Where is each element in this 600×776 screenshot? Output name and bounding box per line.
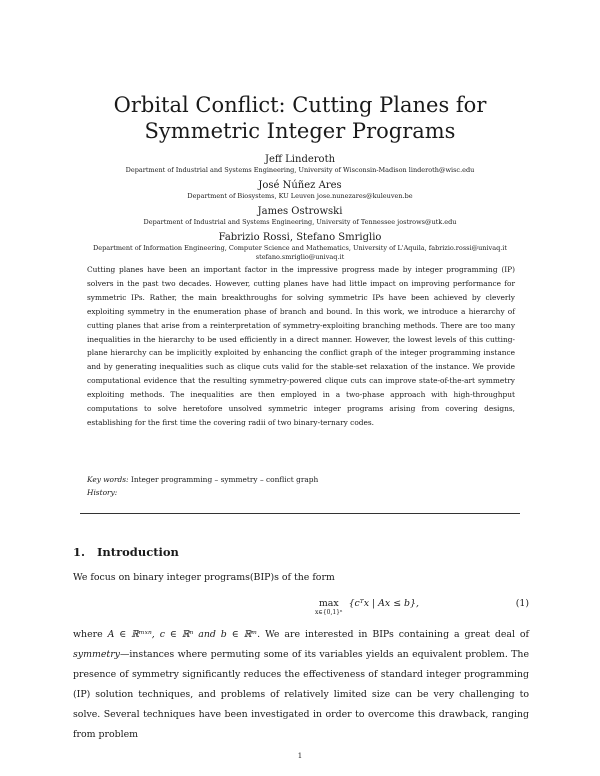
author-name: Fabrizio Rossi, Stefano Smriglio [218, 232, 382, 243]
keywords-label: Key words: [87, 475, 129, 484]
author-affiliation: Department of Industrial and Systems Engineering, University of Wisconsin-Madison linderoth@wisc.edu [125, 166, 475, 174]
para-rest: —instances where permuting some of its variables yields an equivalent problem. The presence of symmetry significantly reduces the effectiveness of standard integer programming (IP) solution techniques, and problems of relatively limited size can be very challenging to solve. Several techniques have been investigated in order to overcome this drawback, ranging from problem [73, 649, 529, 740]
history-label: History: [87, 488, 118, 497]
keywords [87, 474, 515, 486]
section-heading [73, 545, 179, 559]
keywords-value: Integer programming – symmetry – conflict graph [130, 475, 319, 484]
para-conditions: A ∈ ℝᵐˣⁿ, c ∈ ℝⁿ and b ∈ ℝᵐ. [107, 629, 261, 640]
intro-paragraph: We focus on binary integer programs(BIP)s of the form [73, 572, 335, 583]
section-number: 1. [73, 545, 86, 559]
abstract: Cutting planes have been an important factor in the impressive progress made by integer programming (IP) solvers in the past two decades. However, cutting planes have had little impact on improving performance for symmetric IPs. Rather, the main breakthroughs for solving symmetric IPs have been achieved by cleverly exploiting symmetry in the enumeration phase of branch and bound. In this work, we introduce a hierarchy of cutting planes that arise from a reinterpretation of symmetry-exploiting branching methods. There are too many inequalities in the hierarchy to be used efficiently in a direct manner. However, the lowest levels of this cutting-plane hierarchy can be implicitly exploited by enhancing the conflict graph of the integer programming instance and by generating inequalities such as clique cuts valid for the stable-set relaxation of the instance. We provide computational evidence that the resulting symmetry-powered clique cuts can improve state-of-the-art symmetry exploiting methods. The inequalities are then employed in a two-phase approach with high-throughput computations to solve heretofore unsolved symmetric integer programs arising from covering designs, establishing for the first time the covering radii of two binary-ternary codes. [87, 265, 515, 427]
author-name: James Ostrowski [257, 206, 343, 217]
equation-number: (1) [515, 598, 529, 609]
equation-expression: {cᵀx | Ax ≤ b}, [348, 598, 419, 609]
author-name: Jeff Linderoth [264, 154, 336, 165]
author-affiliation: Department of Biosystems, KU Leuven jose.nunezares@kuleuven.be [187, 192, 413, 200]
paper-title: Orbital Conflict: Cutting Planes for Symmetric Integer Programs [113, 93, 487, 143]
para-symmetry-word: symmetry [73, 649, 120, 660]
equation-1 [73, 598, 529, 626]
author-affiliation: Department of Information Engineering, Computer Science and Mathematics, University of L'Aquila, fabrizio.rossi@univaq.it stefano.smriglio@univaq.it [93, 244, 507, 261]
author-entry [50, 153, 550, 175]
section-divider [80, 513, 520, 514]
author-name: José Núñez Ares [258, 180, 342, 191]
body-paragraph [73, 625, 529, 745]
history [87, 487, 515, 499]
para-where: where [73, 629, 103, 640]
equation-subscript: x∈{0,1}ⁿ [315, 609, 343, 616]
equation-operator: max x∈{0,1}ⁿ [315, 598, 343, 616]
author-entry [50, 179, 550, 201]
author-block [50, 153, 550, 266]
page-number: 1 [297, 752, 303, 760]
para-sentence-start: We are interested in BIPs containing a great deal of [265, 629, 530, 640]
author-entry [50, 231, 550, 262]
author-entry [50, 205, 550, 227]
author-affiliation: Department of Industrial and Systems Engineering, University of Tennessee jostrows@utk.edu [143, 218, 457, 226]
section-title: Introduction [97, 545, 179, 559]
